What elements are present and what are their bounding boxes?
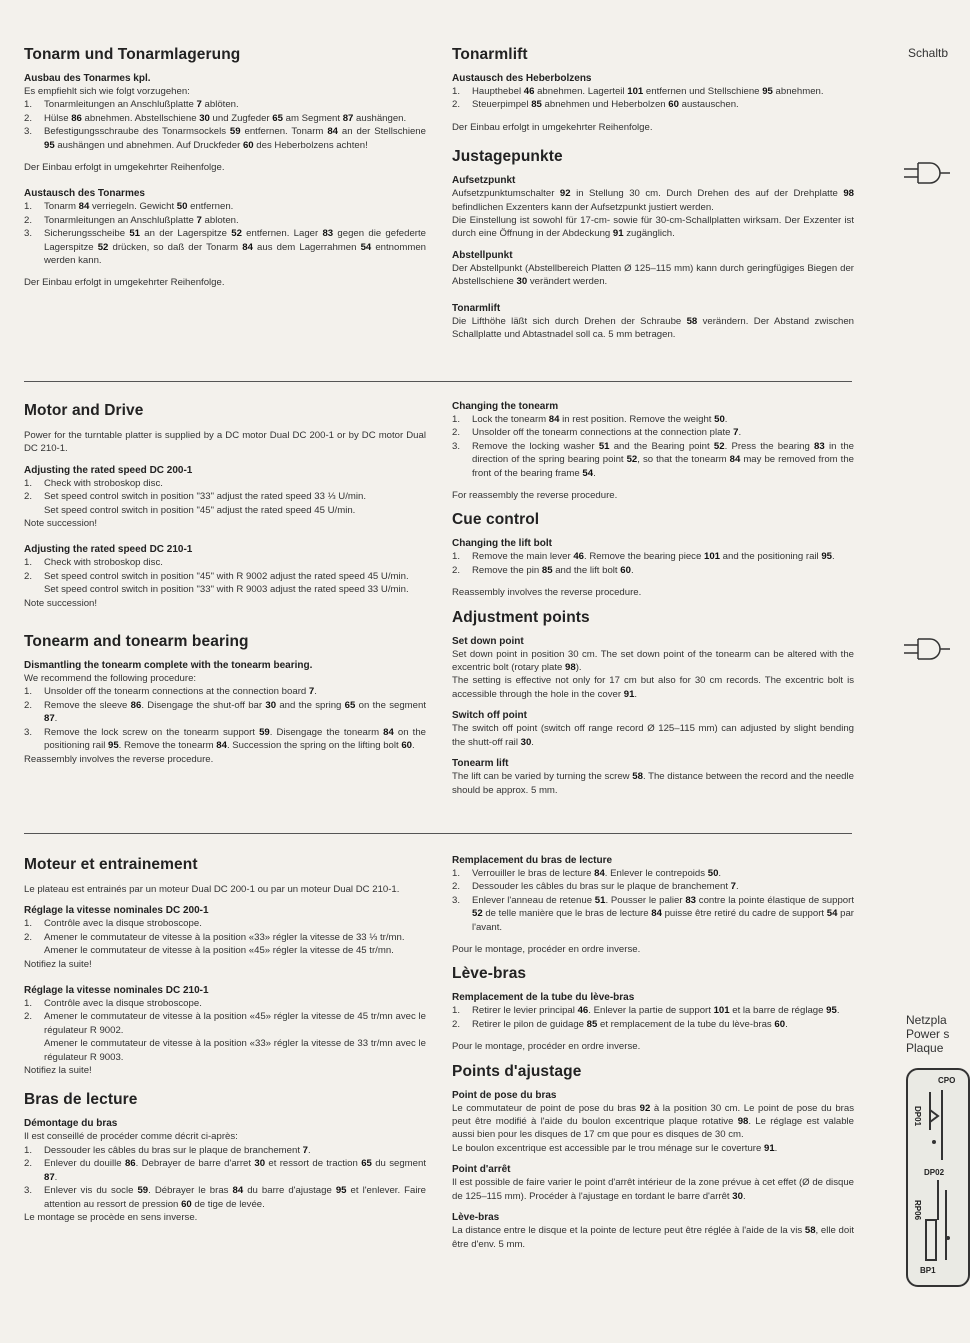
list-item: 1. Tonarm 84 verriegeln. Gewicht 50 entfernen. (24, 201, 234, 213)
list-number: 2. (24, 214, 33, 226)
numbered-list (24, 1144, 426, 1211)
paragraph: La distance entre le disque et la pointe de lecture peut être réglée à l'aide de la vis 58, elle doit être d'env. 5 mm. (452, 1225, 854, 1250)
spacer (452, 134, 854, 148)
numbered-list (24, 556, 426, 596)
list-item: 2. Hülse 86 abnehmen. Abstellschiene 30 und Zugfeder 65 am Segment 87 aushängen. (24, 112, 407, 124)
paragraph: Aufsetzpunktumschalter 92 in Stellung 30 cm. Durch Drehen des auf der Drehplatte 98 befindlichen Exzenters kann der Aufsetzpunkt justiert werden. Die Einstellung ist sowohl für 17-cm- sowie für 30-cm-Schallplatten wirksam. Der Exzenter ist durch eine Öffnung in der Abdeckung 91 zugänglich. (452, 188, 854, 240)
pcb-label-cpo: CPO (938, 1076, 956, 1085)
spacer (452, 600, 854, 609)
paragraph: Le montage se procède en sens inverse. (24, 1211, 198, 1223)
connector-symbol-icon (904, 160, 950, 186)
en-right-column (452, 401, 854, 797)
subheading-tonearm-lift: Tonearm lift (452, 758, 509, 770)
spacer (452, 1203, 854, 1212)
paragraph: Notifiez la suite! (24, 1065, 92, 1077)
list-number: 3. (24, 726, 33, 738)
paragraph: Der Einbau erfolgt in umgekehrter Reihenfolge. (24, 277, 225, 289)
numbered-list (24, 477, 426, 517)
paragraph: Pour le montage, procéder en ordre inverse. (452, 944, 641, 956)
list-number: 3. (452, 894, 461, 906)
en-left-column (24, 402, 426, 766)
list-number: 2. (452, 881, 461, 893)
list-number: 2. (24, 112, 33, 124)
section-heading-motor-and-drive: Motor and Drive (24, 402, 144, 419)
paragraph: Il est conseillé de procéder comme décrit ci-après: (24, 1131, 238, 1143)
paragraph: Pour le montage, procéder en ordre inverse. (452, 1041, 641, 1053)
section-heading-tonarm-und-tonarmlagerung: Tonarm und Tonarmlagerung (24, 46, 241, 63)
schaltbild-label: Schaltb (908, 46, 949, 60)
spacer (452, 577, 854, 586)
subheading-austausch-des-tonarmes: Austausch des Tonarmes (24, 188, 145, 200)
subheading-leve-bras: Lève-bras (452, 1212, 500, 1224)
list-item: 2. Remove the pin 85 and the lift bolt 60. (452, 564, 634, 576)
netz-line-2: Power s (906, 1027, 950, 1041)
spacer (24, 456, 426, 465)
list-number: 1. (24, 557, 33, 569)
spacer (452, 289, 854, 303)
pcb-label-rp06: RP06 (913, 1200, 922, 1221)
list-item: 2. Amener le commutateur de vitesse à la position «45» régler la vitesse de 45 tr/mn avec le régulateur R 9002. Amener le commutateur de vitesse à la position «33» régler la vitesse de 33 tr/mn avec le régulateur R 9003. (24, 1011, 426, 1063)
numbered-list (24, 917, 426, 957)
spacer (452, 749, 854, 758)
subheading-demontage-du-bras: Démontage du bras (24, 1118, 118, 1130)
list-number: 1. (24, 1144, 33, 1156)
pcb-label-dp02: DP02 (924, 1168, 945, 1177)
subheading-remplacement-de-la-tube-du-leve-bras: Remplacement de la tube du lève-bras (452, 992, 635, 1004)
list-item: 3. Enlever l'anneau de retenue 51. Pousser le palier 83 contre la pointe élastique de support 52 de telle manière que le bras de lecture 84 puisse être retiré du cadre de support 54 par l'avant. (452, 894, 854, 933)
paragraph: Note succession! (24, 597, 98, 609)
section-heading-tonarmlift: Tonarmlift (452, 46, 528, 63)
paragraph: Der Einbau erfolgt in umgekehrter Reihenfolge. (24, 162, 225, 174)
list-number: 1. (452, 86, 461, 97)
list-item: 1. Contrôle avec la disque stroboscope. (24, 998, 202, 1010)
list-number: 2. (24, 1158, 33, 1170)
spacer (452, 1155, 854, 1164)
spacer (24, 530, 426, 544)
spacer (452, 934, 854, 943)
list-item: 1. Check with stroboskop disc. (24, 477, 163, 489)
connector-symbol-icon (904, 636, 950, 662)
paragraph: Notifiez la suite! (24, 958, 92, 970)
subheading-point-de-pose-du-bras: Point de pose du bras (452, 1089, 557, 1101)
spacer (24, 896, 426, 905)
list-number: 2. (452, 427, 461, 439)
spacer (24, 610, 426, 624)
numbered-list (452, 550, 854, 577)
list-item: 1. Lock the tonearm 84 in rest position. Remove the weight 50. (452, 414, 728, 425)
list-item: 3. Remove the locking washer 51 and the Bearing point 52. Press the bearing 83 in the direction of the spring bearing point 52, so that the tonearm 84 may be removed from the front of the bearing frame 54. (452, 440, 854, 479)
list-number: 2. (24, 491, 33, 503)
netz-line-1: Netzpla (906, 1013, 947, 1027)
numbered-list (452, 1004, 854, 1031)
numbered-list (452, 413, 854, 480)
paragraph: For reassembly the reverse procedure. (452, 490, 618, 502)
list-item: 1. Unsolder off the tonearm connections at the connection board 7. (24, 686, 317, 698)
subheading-reglage-la-vitesse-nominales-dc-210-1: Réglage la vitesse nominales DC 210-1 (24, 985, 209, 997)
paragraph: Note succession! (24, 518, 98, 530)
section-heading-cue-control: Cue control (452, 511, 540, 529)
section-heading-tonearm-and-tonearm-bearing: Tonearm and tonearm bearing (24, 633, 249, 651)
subheading-switch-off-point: Switch off point (452, 710, 527, 722)
numbered-list (452, 85, 854, 112)
de-left-column (24, 46, 426, 290)
list-number: 1. (452, 868, 461, 879)
numbered-list (24, 685, 426, 752)
list-item: 1. Contrôle avec la disque stroboscope. (24, 918, 202, 930)
list-number: 3. (24, 228, 33, 240)
section-divider-2 (24, 833, 852, 834)
fr-right-column (452, 855, 854, 1251)
paragraph: Set down point in position 30 cm. The set down point of the tonearm can be altered with the excentric bolt (rotary plate 98). The setting is effective not only for 17 cm but also for 30 cm records. The excentric bolt is accessible through the hole in the cover 91. (452, 648, 854, 700)
section-heading-leve-bras: Lève-bras (452, 965, 527, 983)
list-item: 2. Enlever du douille 86. Debrayer de barre d'arret 30 et ressort de traction 65 du segment 87. (24, 1158, 426, 1183)
spacer (452, 502, 854, 511)
list-number: 3. (24, 126, 33, 138)
list-item: 1. Retirer le levier principal 46. Enlever la partie de support 101 et la barre de réglage 95. (452, 1005, 840, 1017)
spacer (24, 267, 426, 276)
list-item: 1. Remove the main lever 46. Remove the bearing piece 101 and the positioning rail 95. (452, 551, 835, 563)
subheading-remplacement-du-bras-de-lecture: Remplacement du bras de lecture (452, 855, 613, 866)
list-item: 2. Set speed control switch in position "33" adjust the rated speed 33 ⅓ U/min. Set speed control switch in position "45" adjust the rated speed 45 U/min. (24, 491, 366, 516)
subheading-adjusting-the-rated-speed-dc-210-1: Adjusting the rated speed DC 210-1 (24, 544, 193, 556)
list-number: 2. (24, 699, 33, 711)
list-number: 1. (452, 414, 461, 425)
paragraph: Der Einbau erfolgt in umgekehrter Reihenfolge. (452, 121, 653, 133)
paragraph: Reassembly involves the reverse procedure. (452, 587, 642, 599)
numbered-list (452, 867, 854, 934)
paragraph: Der Abstellpunkt (Abstellbereich Platten Ø 125–115 mm) kann durch geringfügiges Biegen der Abstellschiene 30 verändert werden. (452, 262, 854, 288)
section-heading-bras-de-lecture: Bras de lecture (24, 1091, 138, 1109)
subheading-tonarmlift: Tonarmlift (452, 302, 501, 314)
list-number: 3. (24, 1185, 33, 1197)
spacer (452, 241, 854, 250)
spacer (452, 956, 854, 965)
list-number: 1. (24, 99, 33, 111)
list-item: 3. Sicherungsscheibe 51 an der Lagerspitze 52 entfernen. Lager 83 gegen die gefederte Lagerspitze 52 drücken, so daß der Tonarm 84 aus dem Lagerrahmen 54 entnommen werden kann. (24, 228, 427, 267)
spacer (452, 701, 854, 710)
list-item: 2. Unsolder off the tonearm connections at the connection plate 7. (452, 427, 742, 439)
pcb-label-dp01: DP01 (913, 1106, 922, 1127)
section-heading-adjustment-points: Adjustment points (452, 608, 590, 626)
spacer (24, 174, 426, 188)
numbered-list (24, 200, 426, 267)
section-heading-moteur-et-entrainement: Moteur et entrainement (24, 856, 198, 873)
list-number: 2. (24, 1011, 33, 1023)
list-item: 1. Verrouiller le bras de lecture 84. Enlever le contrepoids 50. (452, 868, 722, 879)
list-item: 2. Tonarmleitungen an Anschlußplatte 7 abloten. (24, 214, 239, 226)
subheading-aufsetzpunkt: Aufsetzpunkt (452, 175, 516, 187)
subheading-ausbau-des-tonarmes-kpl: Ausbau des Tonarmes kpl. (24, 73, 151, 84)
spacer (452, 480, 854, 489)
list-number: 1. (24, 477, 33, 489)
paragraph: The switch off point (switch off range record Ø 125–115 mm) can adjusted by slight bending the shutt-off rail 30. (452, 723, 854, 748)
netz-line-3: Plaque (906, 1041, 944, 1055)
list-number: 1. (24, 998, 33, 1010)
list-number: 1. (452, 1005, 461, 1017)
pcb-traces (908, 1070, 968, 1285)
list-item: 2. Retirer le pilon de guidage 85 et remplacement de la tube du lève-bras 60. (452, 1018, 788, 1030)
subheading-austausch-des-heberbolzens: Austausch des Heberbolzens (452, 73, 592, 84)
paragraph: Power for the turntable platter is supplied by a DC motor Dual DC 200-1 or by DC motor Dual DC 210-1. (24, 430, 426, 455)
paragraph: Es empfiehlt sich wie folgt vorzugehen: (24, 86, 190, 97)
section-heading-points-d-ajustage: Points d'ajustage (452, 1062, 582, 1080)
paragraph: Le commutateur de point de pose du bras 92 à la position 30 cm. Le point de pose du bras peut être modifié à l'aide du boulon excentrique plaque rotative 98. Le réglage est valable aussi bien pour les disques de 17 cm que pour es disques de 30 cm. Le boulon excentrique est accessible par le trou ménage sur le coverture 91. (452, 1102, 855, 1154)
paragraph: Reassembly involves the reverse procedure. (24, 753, 214, 765)
list-item: 2. Remove the sleeve 86. Disengage the shut-off bar 30 and the spring 65 on the segment 87. (24, 699, 427, 725)
spacer (452, 1054, 854, 1063)
spacer (24, 1077, 426, 1091)
list-item: 1. Haupthebel 46 abnehmen. Lagerteil 101 entfernen und Stellschiene 95 abnehmen. (452, 86, 824, 97)
spacer (452, 112, 854, 121)
subheading-point-d-arret: Point d'arrêt (452, 1164, 511, 1176)
list-item: 2. Dessouder les câbles du bras sur le plaque de branchement 7. (452, 881, 739, 893)
de-right-column (452, 46, 854, 341)
subheading-adjusting-the-rated-speed-dc-200-1: Adjusting the rated speed DC 200-1 (24, 464, 193, 476)
list-number: 2. (452, 1018, 461, 1030)
list-item: 2. Set speed control switch in position "45" with R 9002 adjust the rated speed 45 U/min. Set speed control switch in position "33" with R 9003 adjust the rated speed 33 U/min. (24, 570, 409, 596)
list-item: 3. Remove the lock screw on the tonearm support 59. Disengage the tonearm 84 on the positioning rail 95. Remove the tonearm 84. Succession the spring on the lifting bolt 60. (24, 726, 427, 752)
subheading-changing-the-lift-bolt: Changing the lift bolt (452, 538, 552, 550)
numbered-list (24, 98, 426, 152)
subheading-set-down-point: Set down point (452, 635, 524, 647)
list-number: 1. (24, 201, 33, 213)
list-number: 2. (452, 564, 461, 576)
list-number: 2. (24, 570, 33, 582)
list-item: 2. Steuerpimpel 85 abnehmen und Heberbolzen 60 austauschen. (452, 99, 739, 111)
pcb-label-bp1: BP1 (920, 1266, 936, 1275)
subheading-dismantling-the-tonearm-complete-with-the-tonearm-bearing: Dismantling the tonearm complete with the tonearm bearing. (24, 660, 313, 672)
list-number: 2. (24, 931, 33, 943)
list-item: 1. Dessouder les câbles du bras sur le plaque de branchement 7. (24, 1144, 311, 1156)
subheading-changing-the-tonearm: Changing the tonearm (452, 401, 559, 412)
list-number: 1. (452, 551, 461, 563)
numbered-list (24, 997, 426, 1064)
spacer (24, 624, 426, 633)
subheading-abstellpunkt: Abstellpunkt (452, 249, 513, 261)
list-number: 2. (452, 99, 461, 111)
list-item: 3. Befestigungsschraube des Tonarmsockels 59 entfernen. Tonarm 84 an der Stellschiene 95 aushängen und abnehmen. Auf Druckfeder 60 des Heberbolzens achten! (24, 126, 426, 151)
list-item: 1. Tonarmleitungen an Anschlußplatte 7 ablöten. (24, 99, 239, 111)
paragraph: Le plateau est entrainés par un moteur Dual DC 200-1 ou par un moteur Dual DC 210-1. (24, 884, 400, 895)
paragraph: Il est possible de faire varier le point d'arrêt intérieur de la zone prévue à cet effet (Ø de disque de 125–115 mm). Procéder à l'ajustage en tordant le barre d'arrêt 30. (452, 1177, 854, 1202)
pcb-board-diagram (906, 1068, 970, 1287)
section-divider-1 (24, 381, 852, 382)
spacer (24, 971, 426, 985)
paragraph: We recommend the following procedure: (24, 673, 197, 685)
netzplatte-label (906, 1013, 949, 1055)
list-number: 1. (24, 918, 33, 930)
subheading-reglage-la-vitesse-nominales-dc-200-1: Réglage la vitesse nominales DC 200-1 (24, 905, 209, 917)
section-heading-justagepunkte: Justagepunkte (452, 148, 563, 166)
list-number: 1. (24, 686, 33, 698)
fr-left-column (24, 856, 426, 1224)
list-item: 2. Amener le commutateur de vitesse à la position «33» régler la vitesse de 33 ⅓ tr/mn. Amener le commutateur de vitesse à la position «45» régler la vitesse de 45 tr/mn. (24, 931, 405, 957)
paragraph: Die Lifthöhe läßt sich durch Drehen der Schraube 58 verändern. Der Abstand zwischen Schallplatte und Abtastnadel soll ca. 5 mm betragen. (452, 315, 854, 341)
spacer (452, 1031, 854, 1040)
spacer (24, 152, 426, 161)
list-number: 3. (452, 440, 461, 452)
list-item: 3. Enlever vis du socle 59. Débrayer le bras 84 du barre d'ajustage 95 et l'enlever. Faire attention au ressort de pression 60 de tige de levée. (24, 1185, 427, 1210)
list-item: 1. Check with stroboskop disc. (24, 557, 163, 569)
paragraph: The lift can be varied by turning the screw 58. The distance between the record and the needle should be approx. 5 mm. (452, 771, 854, 796)
